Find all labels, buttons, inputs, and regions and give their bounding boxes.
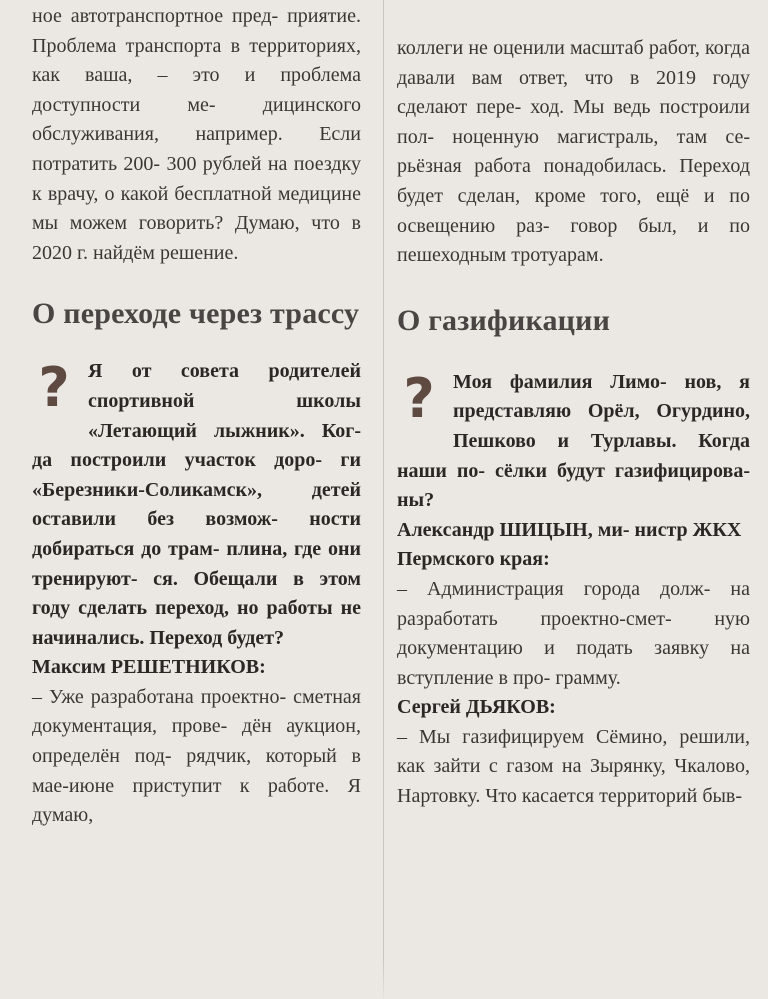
- question-text-crossing: Я от совета родителей спортивной школы «Летающий лыжник». Ког- да построили участок доро- ги «Березники-Соликамск», детей оставили без возмож- ности добираться до трам- плина, где они тренируют- ся. Обещали в этом году сделать переход, но работы не начинались. Переход будет?: [32, 360, 361, 649]
- page-bottom-fade: [0, 959, 768, 999]
- question-text-gasification: Моя фамилия Лимо- нов, я представляю Орёл, Огурдино, Пешково и Турлавы. Когда наши по- сёлки будут газифицирова- ны?: [397, 370, 750, 512]
- question-block-gasification: [397, 368, 750, 516]
- speaker-dyakov: Сергей ДЬЯКОВ:: [397, 696, 556, 719]
- speaker-reshetnikov: Максим РЕШЕТНИКОВ:: [32, 656, 266, 679]
- section-title-gasification: О газификации: [397, 303, 611, 337]
- right-intro-text: коллеги не оценили масштаб работ, когда давали вам ответ, что в 2019 году сделают пере- ход. Мы ведь построили пол- ноценную магистраль, там се- рьёзная работа понадобилась. Переход будет сделан, кроме того, ещё и по освещению раз- говор был, и по пешеходным тротуарам.: [397, 37, 750, 267]
- answer-text-crossing: – Уже разработана проектно- сметная документация, прове- дён аукцион, определён под- рядчик, который в мае-июне приступит к работе. Я думаю,: [32, 685, 361, 827]
- answer-text-dyakov: – Мы газифицируем Сёмино, решили, как зайти с газом на Зырянку, Чкалово, Нартовку. Что касается территорий быв-: [397, 725, 750, 808]
- right-column: [387, 0, 768, 999]
- answer-text-shitsyn: – Администрация города долж- на разработать проектно-смет- ную документацию и подать заявку на вступление в про- грамму.: [397, 577, 750, 689]
- question-block-crossing: [32, 357, 361, 653]
- speaker-shitsyn: Александр ШИЦЫН, ми- нистр ЖКХ Пермского края:: [397, 518, 742, 571]
- question-mark-icon: ?: [403, 366, 435, 430]
- left-column: [0, 0, 375, 999]
- left-intro-text: ное автотранспортное пред- приятие. Проблема транспорта в территориях, как ваша, – это и проблема доступности ме- дицинского обслуживания, например. Если потратить 200- 300 рублей на поездку к врачу, о какой бесплатной медицине мы можем говорить? Думаю, что в 2020 г. найдём решение.: [32, 5, 361, 264]
- section-title-crossing: О переходе через трассу: [32, 297, 360, 331]
- column-divider: [383, 0, 384, 999]
- question-mark-icon: ?: [38, 356, 70, 420]
